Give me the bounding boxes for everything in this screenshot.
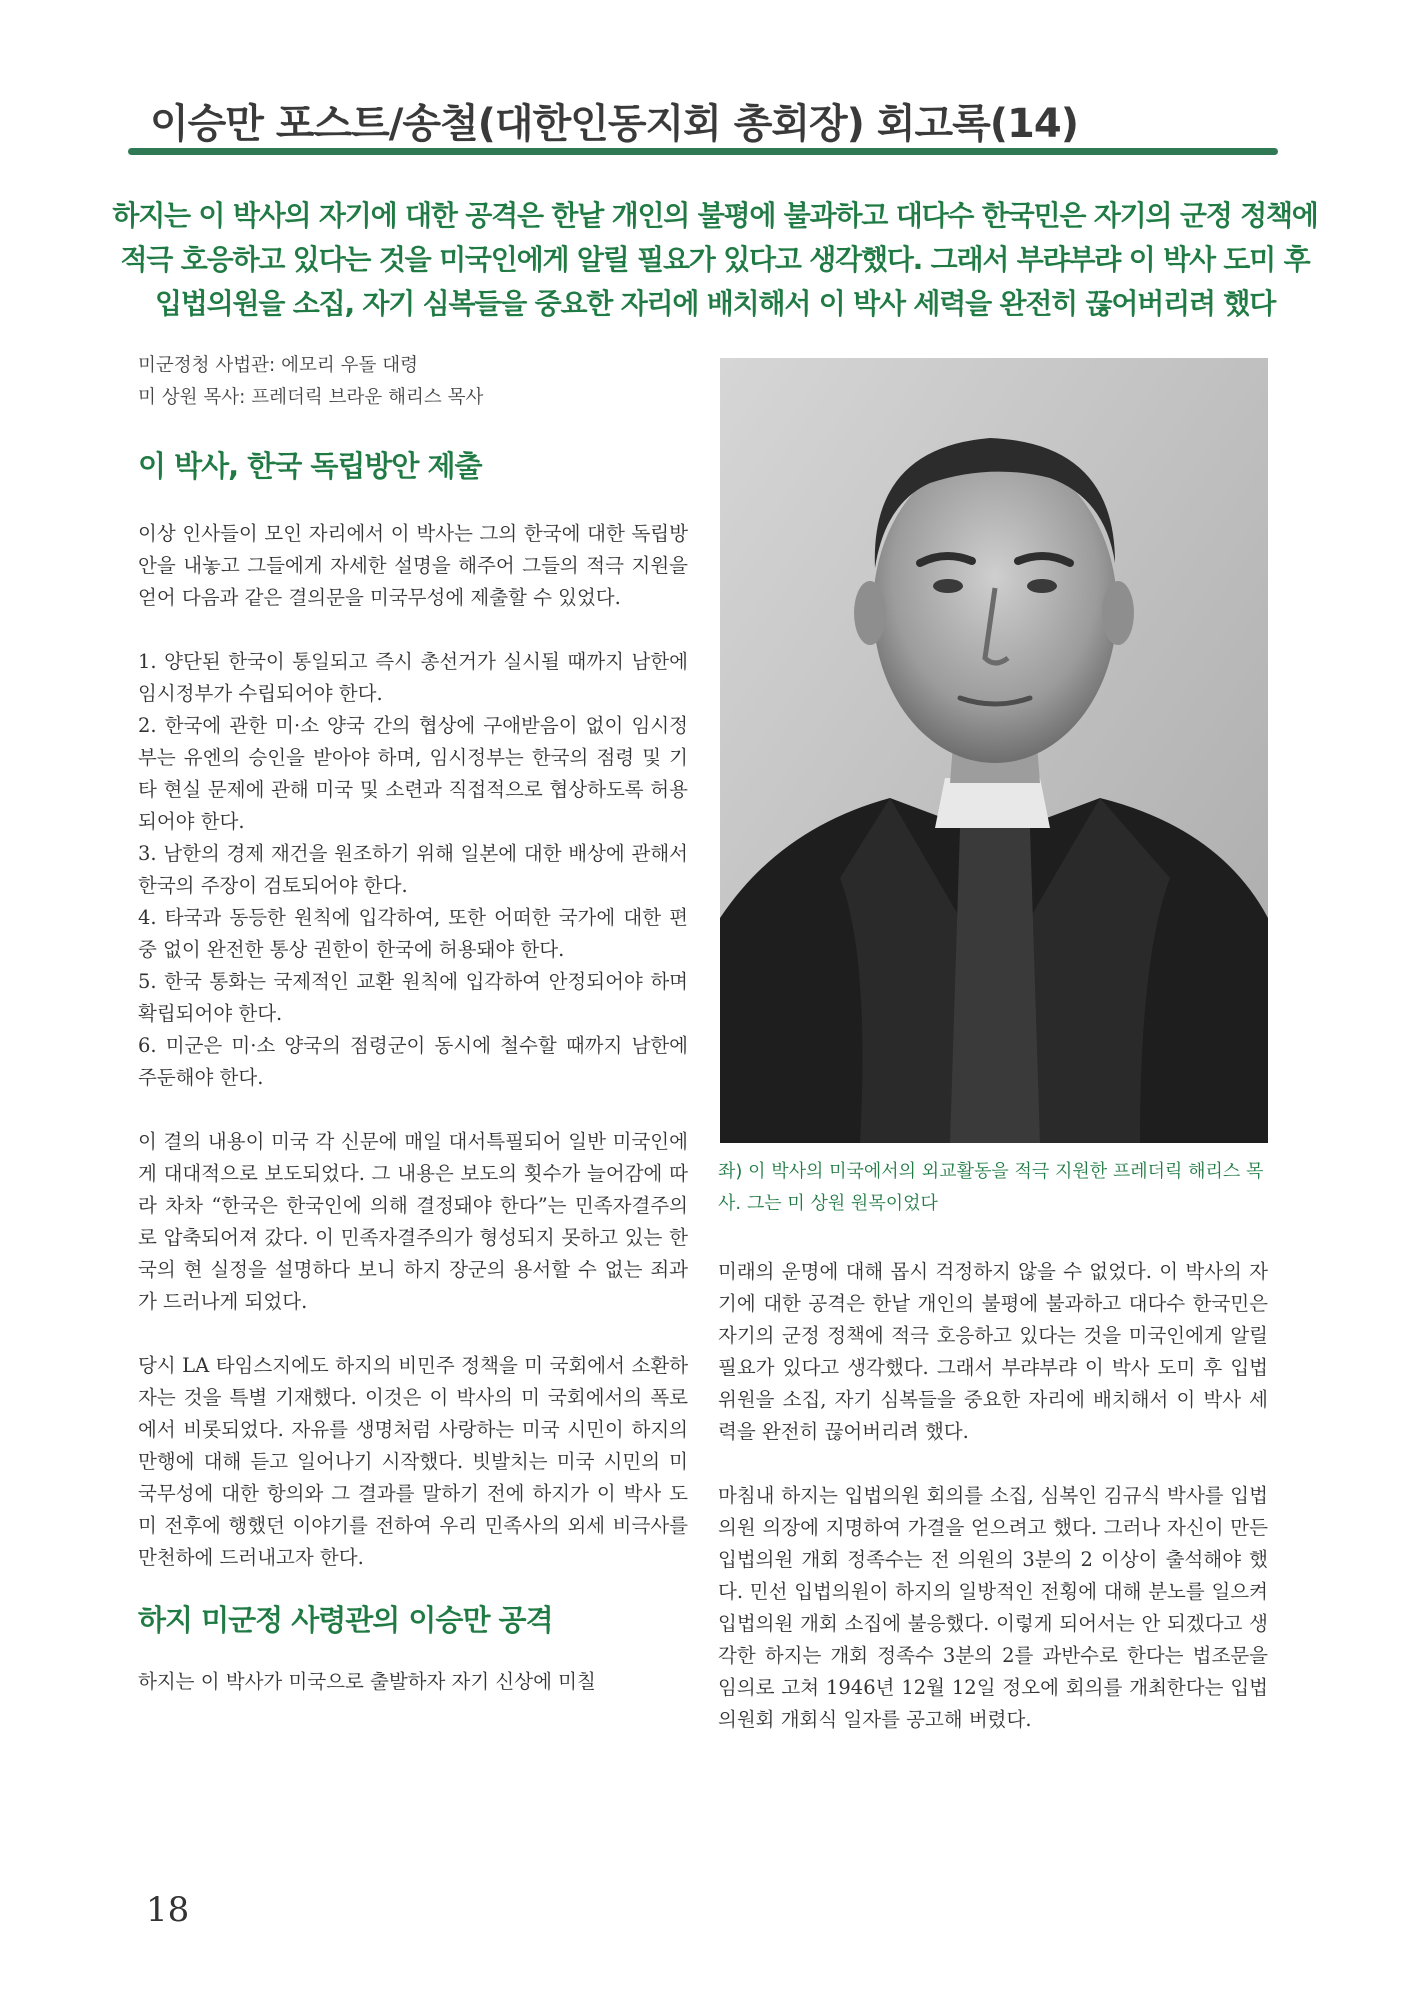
right-column xyxy=(718,1256,1268,1736)
list-item: 1. 양단된 한국이 통일되고 즉시 총선거가 실시될 때까지 남한에 임시정부가 수립되어야 한다. xyxy=(138,650,688,705)
list-item: 4. 타국과 동등한 원칙에 입각하여, 또한 어떠한 국가에 대한 편중 없이 완전한 통상 권한이 한국에 허용돼야 한다. xyxy=(138,906,688,961)
lead-line: 입법의원을 소집, 자기 심복들을 중요한 자리에 배치해서 이 박사 세력을 완전히 끊어버리려 했다 xyxy=(154,287,1276,320)
page-number: 18 xyxy=(146,1890,190,1930)
body-paragraph: 이 결의 내용이 미국 각 신문에 매일 대서특필되어 일반 미국인에게 대대적으로 보도되었다. 그 내용은 보도의 횟수가 늘어감에 따라 차차 “한국은 한국인에 의해 결정돼야 한다”는 민족자결주의로 압축되어져 갔다. 이 민족자결주의가 형성되지 못하고 있는 한국의 현 실정을 설명하다 보니 하지 장군의 용서할 수 없는 죄과가 드러나게 되었다. xyxy=(138,1130,688,1313)
photo-caption: 좌) 이 박사의 미국에서의 외교활동을 적극 지원한 프레더릭 해리스 목사. 그는 미 상원 원목이었다 xyxy=(718,1161,1264,1214)
left-column xyxy=(138,350,688,1698)
credit-line: 미 상원 목사: 프레더릭 브라운 해리스 목사 xyxy=(138,387,484,408)
list-item: 6. 미군은 미·소 양국의 점령군이 동시에 철수할 때까지 남한에 주둔해야 한다. xyxy=(138,1034,688,1089)
body-paragraph: 당시 LA 타임스지에도 하지의 비민주 정책을 미 국회에서 소환하자는 것을 특별 기재했다. 이것은 이 박사의 미 국회에서의 폭로에서 비롯되었다. 자유를 생명처럼 사랑하는 미국 시민이 하지의 만행에 대해 듣고 일어나기 시작했다. 빗발치는 미국 시민의 미 국무성에 대한 항의와 그 결과를 말하기 전에 하지가 이 박사 도미 전후에 행했던 이야기를 전하여 우리 민족사의 외세 비극사를 만천하에 드러내고자 한다. xyxy=(138,1354,688,1569)
page-title: 이승만 포스트/송철(대한인동지회 총회장) 회고록(14) xyxy=(150,101,1078,147)
list-item: 5. 한국 통화는 국제적인 교환 원칙에 입각하여 안정되어야 하며 확립되어야 한다. xyxy=(138,970,688,1025)
portrait-illustration xyxy=(720,358,1268,1143)
body-paragraph: 이상 인사들이 모인 자리에서 이 박사는 그의 한국에 대한 독립방안을 내놓고 그들에게 자세한 설명을 해주어 그들의 적극 지원을 얻어 다음과 같은 결의문을 미국무성에 제출할 수 있었다. xyxy=(138,522,688,609)
body-paragraph: 마침내 하지는 입법의원 회의를 소집, 심복인 김규식 박사를 입법의원 의장에 지명하여 가결을 얻으려고 했다. 그러나 자신이 만든 입법의원 개회 정족수는 전 의원의 3분의 2 이상이 출석해야 했다. 민선 입법의원이 하지의 일방적인 전횡에 대해 분노를 일으켜 입법의원 개회 소집에 불응했다. 이렇게 되어서는 안 되겠다고 생각한 하지는 개회 정족수 3분의 2를 과반수로 한다는 법조문을 임의로 고쳐 1946년 12월 12일 정오에 회의를 개최한다는 입법의원회 개회식 일자를 공고해 버렸다. xyxy=(718,1484,1268,1731)
portrait-photo xyxy=(720,358,1268,1143)
lead-line: 적극 호응하고 있다는 것을 미국인에게 알릴 필요가 있다고 생각했다. 그래서 부랴부랴 이 박사 도미 후 xyxy=(120,243,1310,276)
section-heading: 이 박사, 한국 독립방안 제출 xyxy=(138,449,482,483)
lead-paragraph xyxy=(110,194,1320,326)
body-paragraph: 미래의 운명에 대해 몹시 걱정하지 않을 수 없었다. 이 박사의 자기에 대한 공격은 한낱 개인의 불평에 불과하고 대다수 한국민은 자기의 군정 정책에 적극 호응하고 있다는 것을 미국인에게 알릴 필요가 있다고 생각했다. 그래서 부랴부랴 이 박사 도미 후 입법위원을 소집, 자기 심복들을 중요한 자리에 배치해서 이 박사 세력을 완전히 끊어버리려 했다. xyxy=(718,1260,1268,1443)
resolution-list xyxy=(138,646,688,1094)
list-item: 3. 남한의 경제 재건을 원조하기 위해 일본에 대한 배상에 관해서 한국의 주장이 검토되어야 한다. xyxy=(138,842,688,897)
header-divider xyxy=(128,148,1278,155)
credits xyxy=(138,350,688,414)
list-item: 2. 한국에 관한 미·소 양국 간의 협상에 구애받음이 없이 임시정부는 유엔의 승인을 받아야 하며, 임시정부는 한국의 점령 및 기타 현실 문제에 관해 미국 및 소련과 직접적으로 협상하도록 허용되어야 한다. xyxy=(138,714,688,833)
lead-line: 하지는 이 박사의 자기에 대한 공격은 한낱 개인의 불평에 불과하고 대다수 한국민은 자기의 군정 정책에 xyxy=(112,199,1318,232)
credit-line: 미군정청 사법관: 에모리 우돌 대령 xyxy=(138,355,418,376)
section-heading: 하지 미군정 사령관의 이승만 공격 xyxy=(138,1603,553,1637)
body-paragraph: 하지는 이 박사가 미국으로 출발하자 자기 신상에 미칠 xyxy=(138,1670,596,1693)
